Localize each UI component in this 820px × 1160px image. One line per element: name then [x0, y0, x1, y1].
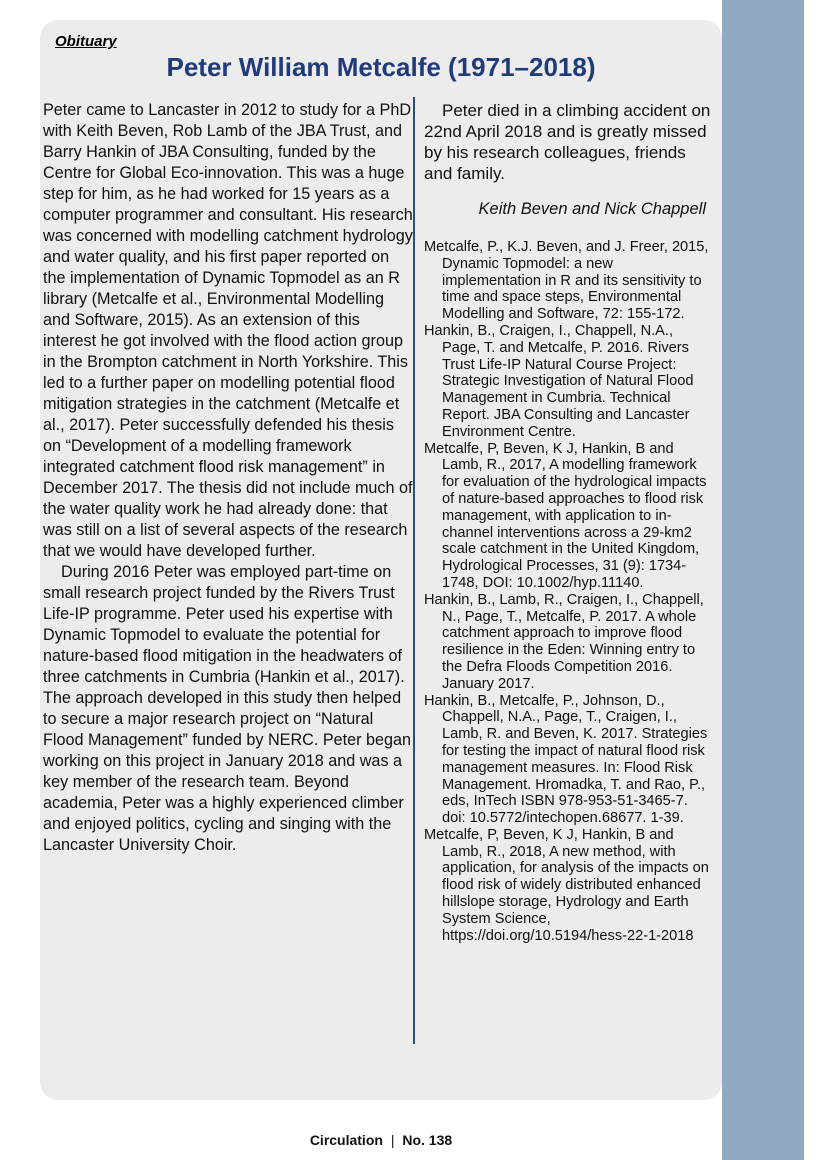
- reference-item: Metcalfe, P, Beven, K J, Hankin, B and Lamb, R., 2017, A modelling framework for evaluation of the hydrological impacts of nature-based approaches to flood risk management, with application to in-channel interventions across a 29-km2 scale catchment in the United Kingdom, Hydrological Processes, 31 (9): 1734-1748, DOI: 10.1002/hyp.11140.: [424, 440, 707, 591]
- reference-item: Metcalfe, P, Beven, K J, Hankin, B and Lamb, R., 2018, A new method, with application, for analysis of the impacts on flood risk of widely distributed enhanced hillslope storage, Hydrology and Earth System Science, https://doi.org/10.5194/hess-22-1-2018: [424, 826, 709, 944]
- reference-item: Hankin, B., Lamb, R., Craigen, I., Chappell, N., Page, T., Metcalfe, P. 2017. A whole catchment approach to improve flood resilience in the Eden: Winning entry to the Defra Floods Competition 2016. January 2017.: [424, 591, 704, 692]
- body-paragraph-2: During 2016 Peter was employed part-time on small research project funded by the Rivers Trust Life-IP programme. Peter used his expertise with Dynamic Topmodel to evaluate the potential for nature-based flood mitigation in the headwaters of three catchments in Cumbria (Hankin et al., 2017). The approach developed in this study then helped to secure a major research project on “Natural Flood Management” funded by NERC. Peter began working on this project in January 2018 and was a key member of the research team. Beyond academia, Peter was a highly experienced climber and enjoyed politics, cycling and singing with the Lancaster University Choir.: [43, 563, 412, 854]
- closing-paragraph: Peter died in a climbing accident on 22nd April 2018 and is greatly missed by his research colleagues, friends and family.: [424, 101, 711, 183]
- reference-list: [424, 239, 714, 944]
- section-label: Obituary: [55, 33, 117, 50]
- side-color-strip: [722, 0, 804, 1160]
- issue-number: No. 138: [402, 1132, 453, 1148]
- footer-separator: |: [390, 1132, 395, 1148]
- publication-name: Circulation: [309, 1132, 383, 1148]
- reference-item: Hankin, B., Craigen, I., Chappell, N.A., Page, T. and Metcalfe, P. 2016. Rivers Trust Life-IP Natural Course Project: Strategic Investigation of Natural Flood Management in Cumbria. Technical Report. JBA Consulting and Lancaster Environment Centre.: [424, 322, 694, 440]
- author-signature: Keith Beven and Nick Chappell: [478, 200, 706, 218]
- right-column: [424, 100, 714, 944]
- reference-item: Metcalfe, P., K.J. Beven, and J. Freer, 2015, Dynamic Topmodel: a new implementation in R and its sensitivity to time and space steps, Environmental Modelling and Software, 72: 155-172.: [424, 239, 709, 323]
- column-divider: [413, 97, 415, 1044]
- page-footer: [40, 1132, 722, 1148]
- body-paragraph-1: Peter came to Lancaster in 2012 to study for a PhD with Keith Beven, Rob Lamb of the JBA Trust, and Barry Hankin of JBA Consulting, funded by the Centre for Global Eco-innovation. This was a huge step for him, as he had worked for 15 years as a computer programmer and consultant. His research was concerned with modelling catchment hydrology and water quality, and his first paper reported on the implementation of Dynamic Topmodel as an R library (Metcalfe et al., Environmental Modelling and Software, 2015). As an extension of this interest he got involved with the flood action group in the Brompton catchment in North Yorkshire. This led to a further paper on modelling potential flood mitigation strategies in the catchment (Metcalfe et al., 2017). Peter successfully defended his thesis on “Development of a modelling framework integrated catchment flood risk management” in December 2017. The thesis did not include much of the water quality work he had already done: that was still on a list of several aspects of the research that we would have developed further.: [43, 101, 413, 560]
- left-column: [43, 100, 413, 856]
- reference-item: Hankin, B., Metcalfe, P., Johnson, D., Chappell, N.A., Page, T., Craigen, I., Lamb, R. and Beven, K. 2017. Strategies for testing the impact of natural flood risk management measures. In: Flood Risk Management. Hromadka, T. and Rao, P., eds, InTech ISBN 978-953-51-3465-7. doi: 10.5772/intechopen.68677. 1-39.: [424, 692, 708, 827]
- page-title: Peter William Metcalfe (1971–2018): [166, 52, 596, 82]
